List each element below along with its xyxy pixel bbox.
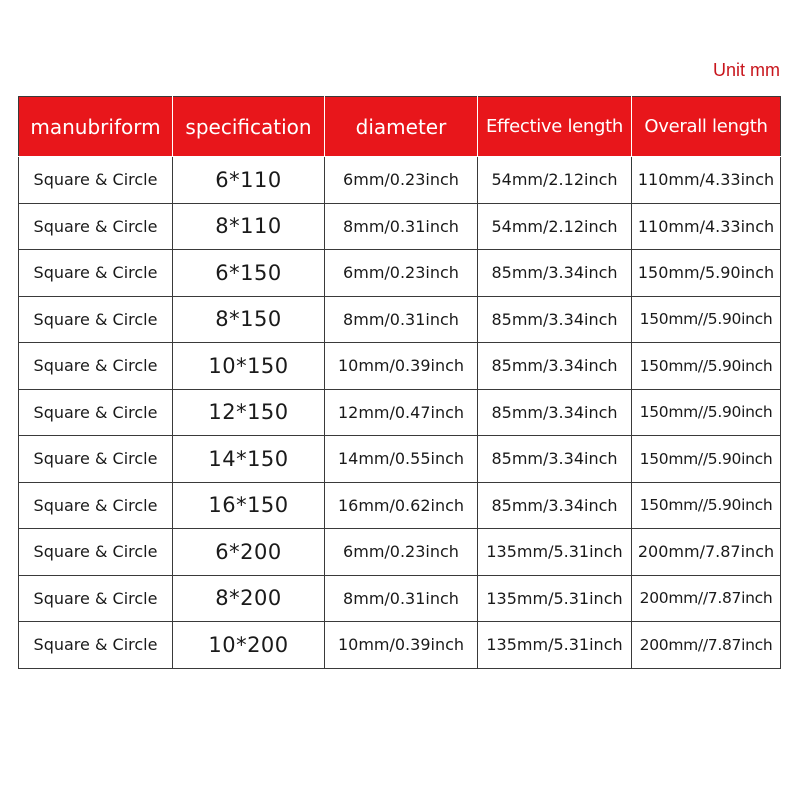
cell-diameter: 8mm/0.31inch	[325, 575, 478, 622]
cell-specification: 8*110	[173, 203, 325, 250]
cell-effective-length: 85mm/3.34inch	[478, 250, 632, 297]
header-diameter: diameter	[325, 97, 478, 157]
cell-diameter: 12mm/0.47inch	[325, 389, 478, 436]
cell-manubriform: Square & Circle	[19, 482, 173, 529]
specification-table	[18, 96, 781, 669]
cell-effective-length: 135mm/5.31inch	[478, 529, 632, 576]
cell-diameter: 6mm/0.23inch	[325, 157, 478, 204]
cell-diameter: 14mm/0.55inch	[325, 436, 478, 483]
cell-diameter: 10mm/0.39inch	[325, 343, 478, 390]
cell-effective-length: 85mm/3.34inch	[478, 389, 632, 436]
cell-overall-length: 200mm/7.87inch	[632, 529, 781, 576]
cell-overall-length: 110mm/4.33inch	[632, 203, 781, 250]
cell-overall-length: 150mm//5.90inch	[632, 436, 781, 483]
cell-diameter: 8mm/0.31inch	[325, 296, 478, 343]
table-row	[19, 482, 781, 529]
cell-overall-length: 150mm//5.90inch	[632, 482, 781, 529]
cell-manubriform: Square & Circle	[19, 296, 173, 343]
cell-specification: 10*150	[173, 343, 325, 390]
table-row	[19, 296, 781, 343]
cell-specification: 6*150	[173, 250, 325, 297]
table-row	[19, 157, 781, 204]
table-row	[19, 529, 781, 576]
cell-specification: 8*200	[173, 575, 325, 622]
cell-manubriform: Square & Circle	[19, 529, 173, 576]
cell-manubriform: Square & Circle	[19, 157, 173, 204]
cell-specification: 12*150	[173, 389, 325, 436]
header-row	[19, 97, 781, 157]
cell-overall-length: 200mm//7.87inch	[632, 575, 781, 622]
cell-effective-length: 85mm/3.34inch	[478, 482, 632, 529]
cell-manubriform: Square & Circle	[19, 203, 173, 250]
cell-specification: 6*110	[173, 157, 325, 204]
cell-specification: 14*150	[173, 436, 325, 483]
cell-diameter: 10mm/0.39inch	[325, 622, 478, 669]
cell-specification: 8*150	[173, 296, 325, 343]
cell-diameter: 16mm/0.62inch	[325, 482, 478, 529]
table-row	[19, 343, 781, 390]
cell-manubriform: Square & Circle	[19, 575, 173, 622]
table-row	[19, 389, 781, 436]
cell-manubriform: Square & Circle	[19, 622, 173, 669]
header-specification: specification	[173, 97, 325, 157]
cell-specification: 6*200	[173, 529, 325, 576]
cell-diameter: 6mm/0.23inch	[325, 250, 478, 297]
table-row	[19, 203, 781, 250]
cell-overall-length: 150mm//5.90inch	[632, 296, 781, 343]
cell-specification: 16*150	[173, 482, 325, 529]
cell-overall-length: 110mm/4.33inch	[632, 157, 781, 204]
cell-manubriform: Square & Circle	[19, 250, 173, 297]
cell-overall-length: 150mm//5.90inch	[632, 389, 781, 436]
cell-overall-length: 150mm/5.90inch	[632, 250, 781, 297]
cell-diameter: 6mm/0.23inch	[325, 529, 478, 576]
cell-manubriform: Square & Circle	[19, 436, 173, 483]
header-overall-length: Overall length	[632, 97, 781, 157]
cell-overall-length: 200mm//7.87inch	[632, 622, 781, 669]
cell-manubriform: Square & Circle	[19, 389, 173, 436]
cell-effective-length: 135mm/5.31inch	[478, 622, 632, 669]
cell-effective-length: 85mm/3.34inch	[478, 436, 632, 483]
cell-effective-length: 135mm/5.31inch	[478, 575, 632, 622]
header-manubriform: manubriform	[19, 97, 173, 157]
header-effective-length: Effective length	[478, 97, 632, 157]
cell-effective-length: 54mm/2.12inch	[478, 203, 632, 250]
table-row	[19, 436, 781, 483]
cell-effective-length: 85mm/3.34inch	[478, 296, 632, 343]
cell-overall-length: 150mm//5.90inch	[632, 343, 781, 390]
table-row	[19, 250, 781, 297]
table-row	[19, 575, 781, 622]
cell-diameter: 8mm/0.31inch	[325, 203, 478, 250]
cell-effective-length: 85mm/3.34inch	[478, 343, 632, 390]
unit-label: Unit mm	[713, 60, 780, 80]
cell-manubriform: Square & Circle	[19, 343, 173, 390]
cell-effective-length: 54mm/2.12inch	[478, 157, 632, 204]
cell-specification: 10*200	[173, 622, 325, 669]
table-row	[19, 622, 781, 669]
